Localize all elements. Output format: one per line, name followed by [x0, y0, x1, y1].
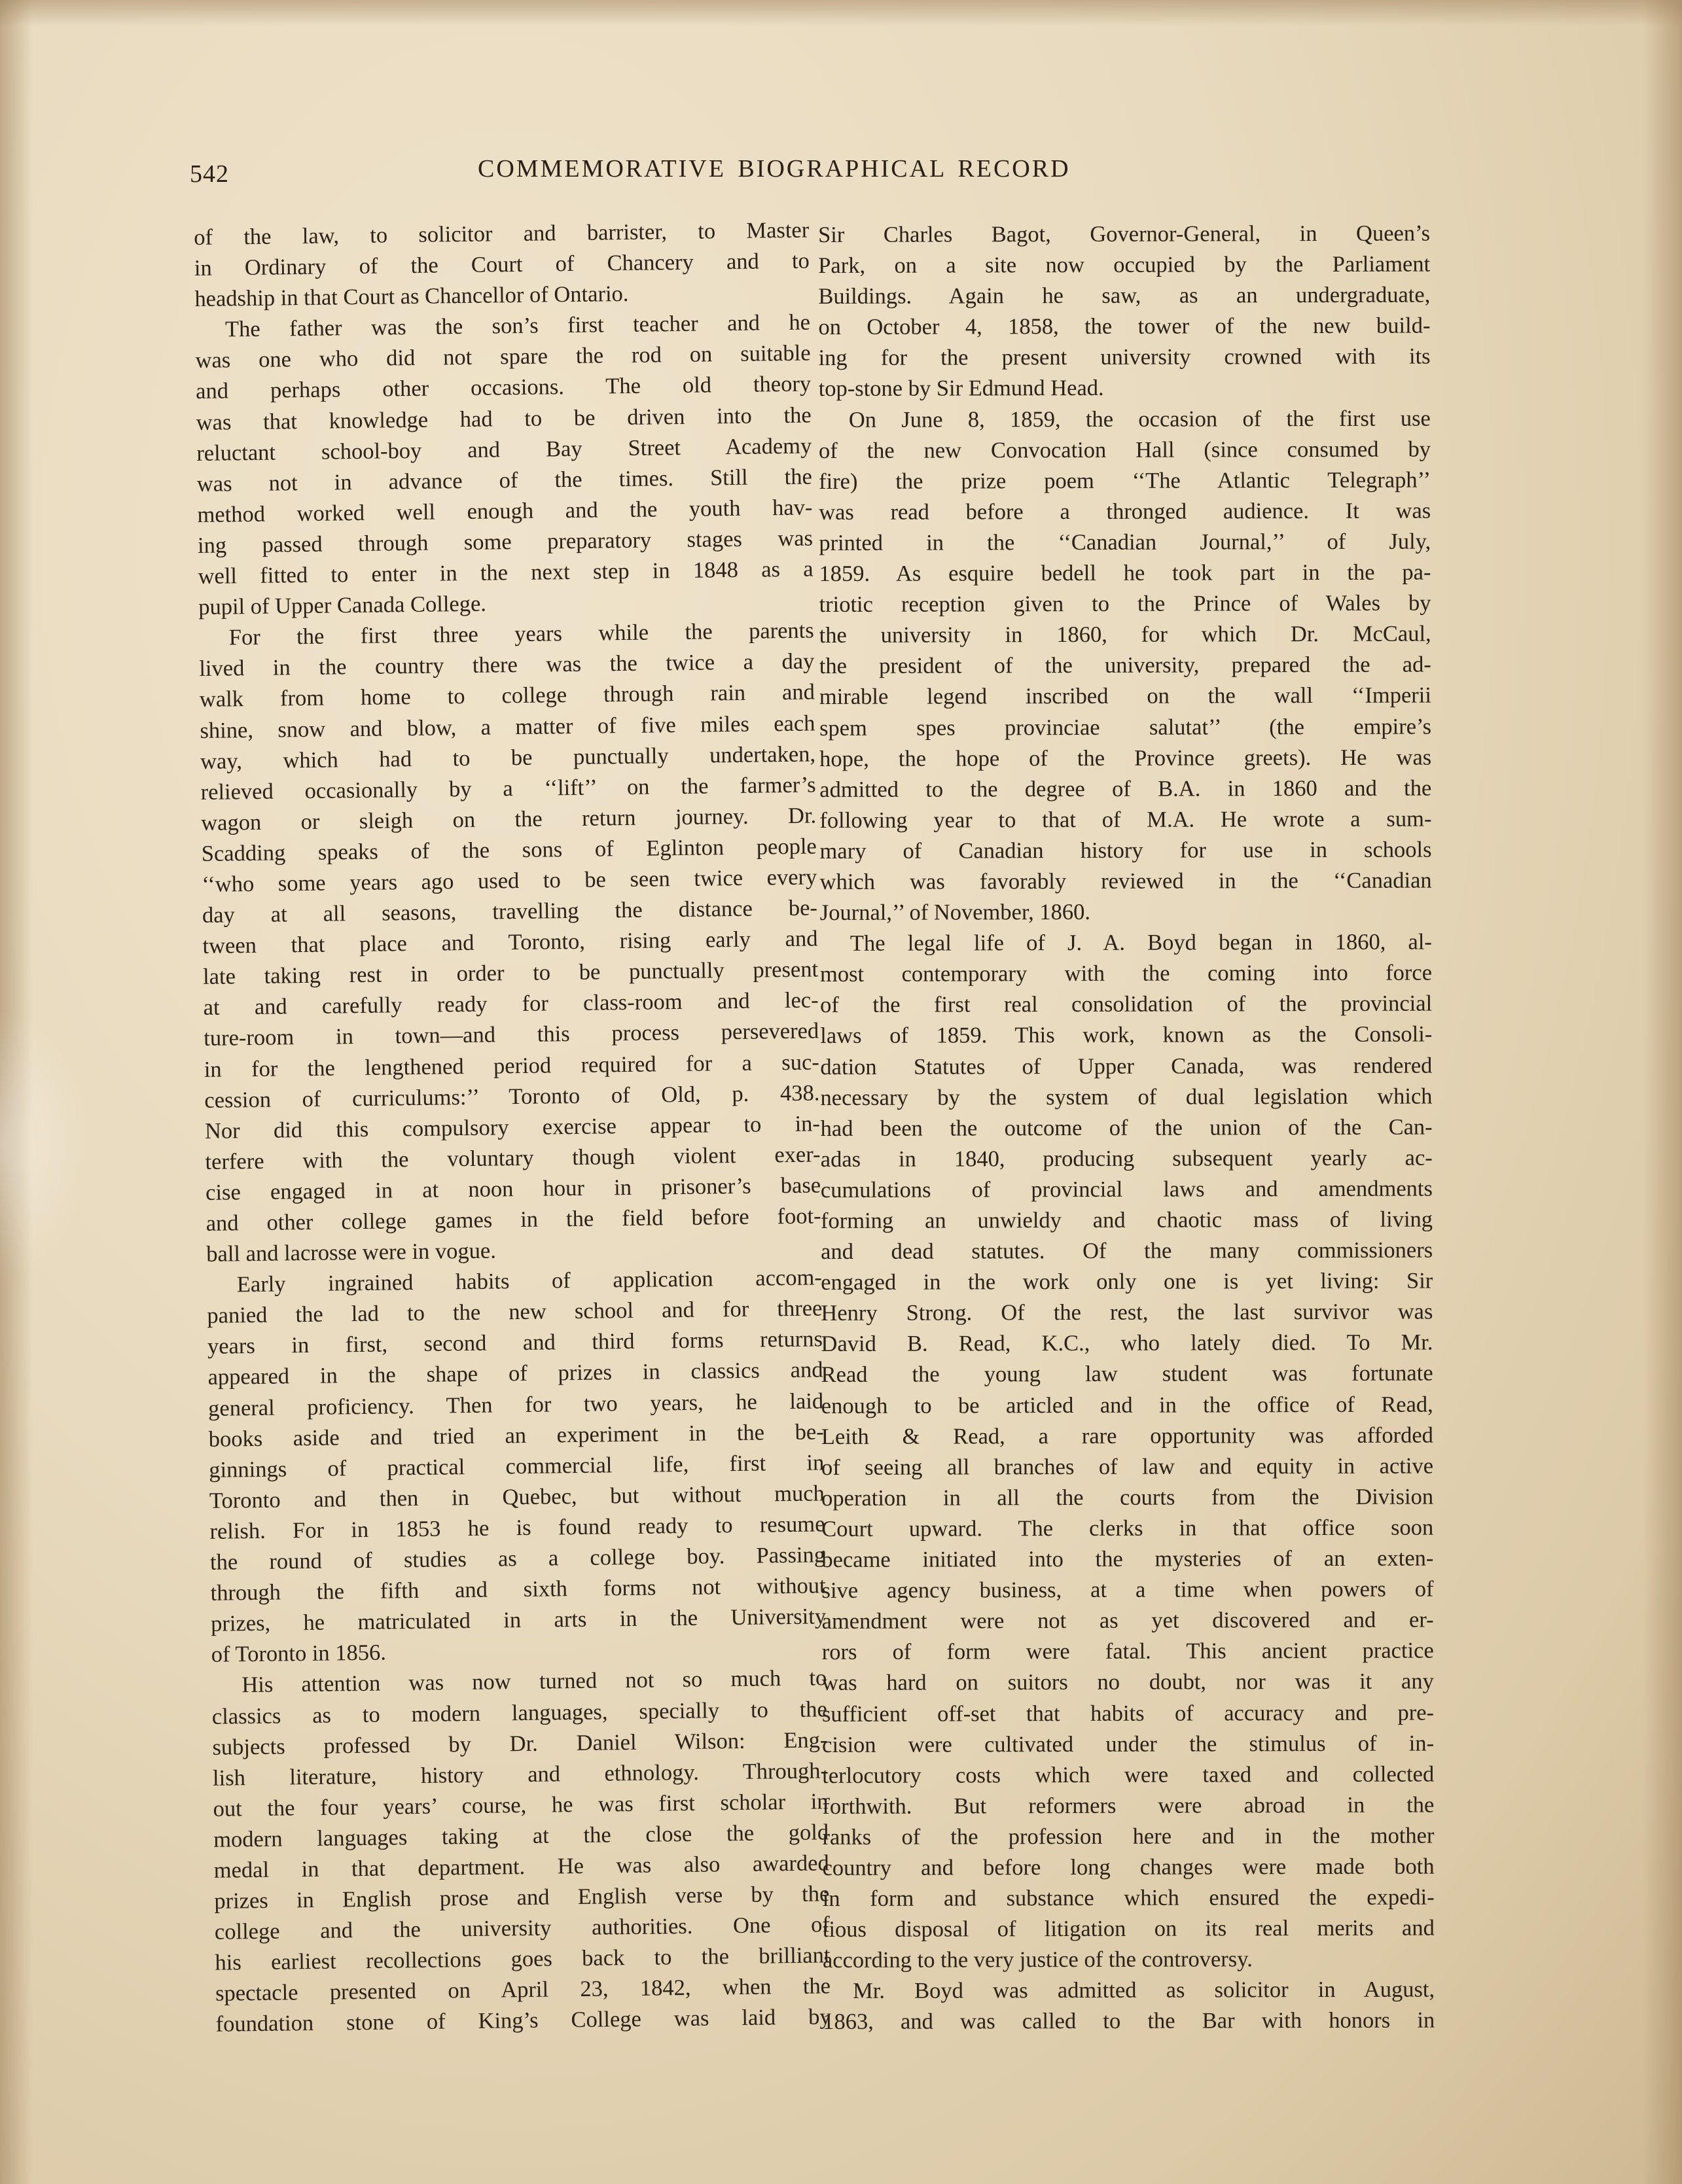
text-line: foundation stone of King’s College was laid by [215, 2004, 831, 2037]
text-line: shine, snow and blow, a matter of five miles each [200, 710, 815, 743]
text-line: and other college games in the field before foot- [206, 1203, 821, 1236]
text-line: Buildings. Again he saw, as an undergraduate, [818, 282, 1431, 309]
text-line: reluctant school-boy and Bay Street Academy [196, 433, 812, 466]
text-line: on October 4, 1858, the tower of the new build- [818, 313, 1431, 340]
text-line: of the law, to solicitor and barrister, to Master [194, 217, 810, 250]
text-line: engaged in the work only one is yet living: Sir [821, 1268, 1433, 1295]
text-line: was that knowledge had to be driven into the [196, 402, 812, 435]
text-line: had been the outcome of the union of the Can- [820, 1114, 1433, 1141]
text-line: which was favorably reviewed in the ‘‘Canadian [819, 868, 1432, 894]
text-line: top-stone by Sir Edmund Head. [818, 376, 1104, 402]
text-line: ranks of the profession here and in the mother [822, 1823, 1435, 1850]
text-line: tween that place and Toronto, rising early and [202, 926, 818, 959]
text-line: lived in the country there was the twice a day [199, 648, 815, 682]
text-line: fire) the prize poem ‘‘The Atlantic Telegraph’’ [818, 467, 1431, 494]
text-line: headship in that Court as Chancellor of Ontario. [194, 281, 629, 312]
text-line: was not in advance of the times. Still the [196, 464, 813, 497]
text-line: Park, on a site now occupied by the Parliament [818, 251, 1431, 279]
running-head: COMMEMORATIVE BIOGRAPHICAL RECORD [478, 155, 1071, 183]
text-line: spectacle presented on April 23, 1842, when the [215, 1973, 831, 2007]
text-line: operation in all the courts from the Division [821, 1484, 1434, 1511]
text-line: Nor did this compulsory exercise appear to in- [204, 1111, 821, 1144]
text-line: On June 8, 1859, the occasion of the first use [848, 406, 1431, 432]
text-line: general proficiency. Then for two years, he laid [207, 1388, 824, 1421]
text-line: The legal life of J. A. Boyd began in 1860, al- [850, 929, 1432, 957]
text-line: ‘‘who some years ago used to be seen twice every [202, 864, 817, 897]
text-line: modern languages taking at the close the gold [213, 1820, 829, 1852]
text-line: ing for the present university crowned with its [818, 343, 1431, 371]
text-line: For the first three years while the parents [228, 618, 814, 650]
text-line: and perhaps other occasions. The old theory [195, 371, 812, 404]
text-line: mary of Canadian history for use in schools [819, 837, 1432, 864]
text-line: out the four years’ course, he was first scholar in [213, 1789, 829, 1822]
text-line: appeared in the shape of prizes in classics and [207, 1357, 823, 1390]
text-line: at and carefully ready for class-room and lec- [203, 987, 819, 1021]
page-top-shadow [0, 0, 1682, 26]
text-line: in Ordinary of the Court of Chancery and to [194, 248, 810, 281]
text-line: of Toronto in 1856. [211, 1640, 387, 1668]
text-line: enough to be articled and in the office of Read, [821, 1392, 1433, 1418]
text-line: of seeing all branches of law and equity in active [821, 1453, 1434, 1480]
page-header [190, 149, 1433, 195]
text-line: Scadding speaks of the sons of Eglinton people [201, 834, 817, 866]
paper-crease [0, 1008, 92, 1282]
text-line: hope, the hope of the Province greets). He was [819, 745, 1432, 771]
text-line: Early ingrained habits of application accom- [236, 1265, 823, 1297]
text-line: terlocutory costs which were taxed and collected [822, 1761, 1435, 1788]
text-line: cision were cultivated under the stimulus of in- [822, 1731, 1435, 1757]
text-line: 1859. As esquire bedell he took part in the pa- [819, 559, 1431, 587]
text-line: walk from home to college through rain and [199, 679, 815, 713]
text-line: of the first real consolidation of the provincial [820, 991, 1433, 1018]
text-line: His attention was now turned not so much to [242, 1665, 827, 1698]
page-number: 542 [190, 160, 229, 188]
text-line: ture-room in town—and this process persevered [204, 1018, 819, 1051]
text-line: late taking rest in order to be punctually present [202, 957, 819, 990]
text-line: of the new Convocation Hall (since consumed by [818, 436, 1431, 463]
text-line: day at all seasons, travelling the distance be- [202, 895, 818, 928]
text-line: sufficient off-set that habits of accuracy and pre- [821, 1700, 1435, 1727]
text-line: sive agency business, at a time when powers of [821, 1576, 1434, 1604]
text-line: Mr. Boyd was admitted as solicitor in August, [853, 1977, 1435, 2004]
text-line: admitted to the degree of B.A. in 1860 and the [819, 775, 1432, 802]
text-line: the university in 1860, for which Dr. McCaul, [819, 621, 1431, 648]
text-line: most contemporary with the coming into force [819, 960, 1433, 987]
text-line: rors of form were fatal. This ancient practice [821, 1638, 1434, 1665]
text-line: necessary by the system of dual legislation which [820, 1083, 1433, 1110]
text-line: Sir Charles Bagot, Governor-General, in Queen’s [818, 220, 1431, 247]
text-line: Journal,’’ of November, 1860. [819, 899, 1090, 926]
text-line: Court upward. The clerks in that office soon [821, 1515, 1434, 1541]
text-line: laws of 1859. This work, known as the Consoli- [820, 1021, 1433, 1049]
text-line: lish literature, history and ethnology. Through- [212, 1758, 829, 1791]
text-line: years in first, second and third forms returns [207, 1326, 823, 1360]
text-line: classics as to modern languages, specially to the [211, 1696, 828, 1729]
right-text-column [818, 219, 1435, 2038]
text-line: cession of curriculums:’’ Toronto of Old, p. 438. [204, 1080, 820, 1113]
text-line: amendment were not as yet discovered and er- [821, 1607, 1434, 1634]
text-line: was one who did not spare the rod on suitable [195, 340, 811, 374]
text-line: cise engaged in at noon hour in prisoner’s base [205, 1172, 821, 1205]
text-line: method worked well enough and the youth hav- [197, 495, 813, 527]
text-line: panied the lad to the new school and for three [207, 1295, 823, 1329]
text-line: Henry Strong. Of the rest, the last survivor was [821, 1299, 1433, 1326]
text-line: relieved occasionally by a ‘‘lift’’ on the farmer’s [200, 772, 816, 805]
text-line: country and before long changes were made both [822, 1854, 1435, 1880]
text-line: pupil of Upper Canada College. [198, 591, 487, 620]
text-line: prizes in English prose and English verse by the [214, 1881, 830, 1914]
text-line: was read before a thronged audience. It was [819, 498, 1431, 525]
text-line: was hard on suitors no doubt, nor was it any [821, 1668, 1434, 1696]
text-line: mirable legend inscribed on the wall ‘‘Imperii [819, 682, 1431, 710]
text-line: wagon or sleigh on the return journey. Dr. [200, 803, 817, 836]
text-line: well fitted to enter in the next step in 1848 as a [198, 556, 814, 589]
text-line: The father was the son’s first teacher and he [224, 309, 811, 342]
text-line: printed in the ‘‘Canadian Journal,’’ of July, [819, 529, 1431, 555]
page-right-shadow [1643, 0, 1682, 2184]
text-line: the round of studies as a college boy. Passing [209, 1542, 826, 1575]
text-line: triotic reception given to the Prince of Wales by [819, 590, 1431, 618]
text-line: ball and lacrosse were in vogue. [206, 1238, 497, 1267]
text-line: terfere with the voluntary though violent exer- [205, 1142, 821, 1174]
text-line: way, which had to be punctually undertaken, [200, 741, 816, 774]
text-line: spem spes provinciae salutat’’ (the empire’s [819, 714, 1432, 741]
text-line: books aside and tried an experiment in the be- [208, 1419, 824, 1452]
text-line: ginnings of practical commercial life, first in [209, 1450, 825, 1483]
text-line: through the fifth and sixth forms not without [210, 1573, 826, 1606]
text-line: his earliest recollections goes back to the brilliant [215, 1943, 831, 1976]
text-line: college and the university authorities. One of [214, 1912, 831, 1945]
text-line: prizes, he matriculated in arts in the University [210, 1604, 827, 1637]
text-line: in form and substance which ensured the expedi- [822, 1884, 1435, 1912]
text-line: subjects professed by Dr. Daniel Wilson: Eng- [212, 1727, 828, 1760]
text-line: forming an unwieldy and chaotic mass of living [820, 1206, 1433, 1233]
text-line: relish. For in 1853 he is found ready to resume [209, 1511, 825, 1544]
text-line: ing passed through some preparatory stages was [197, 525, 814, 558]
text-line: became initiated into the mysteries of an exten- [821, 1545, 1434, 1573]
text-line: in for the lengthened period required for a suc- [204, 1049, 819, 1082]
text-line: 1863, and was called to the Bar with honors in [823, 2007, 1435, 2035]
text-line: David B. Read, K.C., who lately died. To Mr. [821, 1330, 1433, 1357]
text-line: dation Statutes of Upper Canada, was rendered [820, 1053, 1433, 1080]
text-line: cumulations of provincial laws and amendments [820, 1176, 1433, 1203]
text-line: Read the young law student was fortunate [821, 1361, 1433, 1388]
text-line: according to the very justice of the controversy. [822, 1946, 1253, 1973]
text-line: the president of the university, prepared the ad- [819, 652, 1431, 679]
text-line: Toronto and then in Quebec, but without much [209, 1481, 825, 1513]
text-line: medal in that department. He was also awarded [213, 1850, 829, 1883]
text-line: and dead statutes. Of the many commissioners [821, 1237, 1433, 1265]
text-line: Leith & Read, a rare opportunity was afforded [821, 1422, 1433, 1449]
text-line: tious disposal of litigation on its real merits and [822, 1915, 1435, 1943]
text-line: adas in 1840, producing subsequent yearly ac- [820, 1145, 1433, 1172]
left-text-column [194, 215, 831, 2041]
text-line: following year to that of M.A. He wrote a sum- [819, 806, 1432, 833]
text-line: forthwith. But reformers were abroad in the [822, 1792, 1435, 1819]
